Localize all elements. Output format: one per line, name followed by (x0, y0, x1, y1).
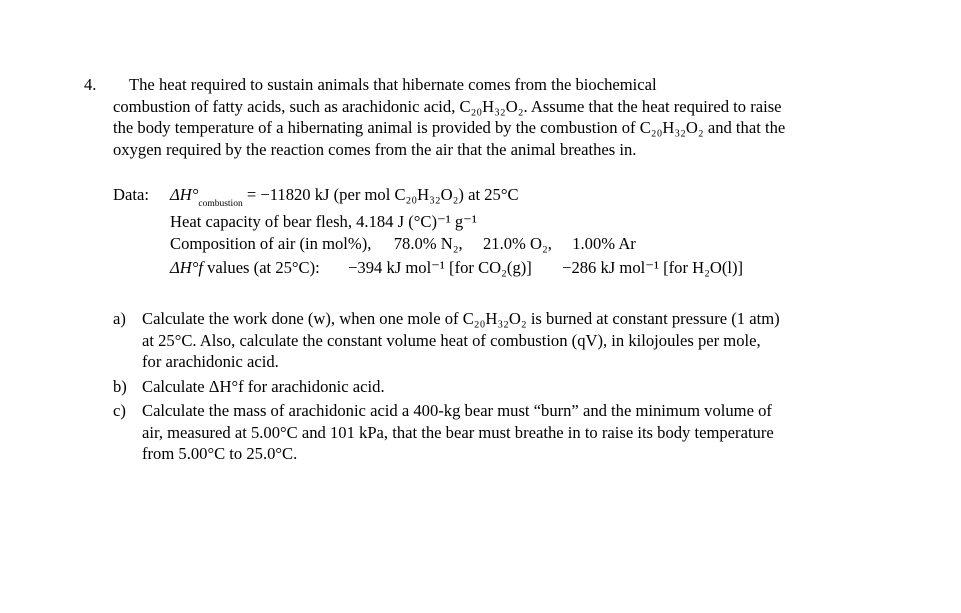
intro-line-3: the body temperature of a hibernating animal is provided by the combustion of C₂₀H₃₂O₂ and that the (113, 118, 786, 137)
combustion-enthalpy-row (170, 184, 519, 210)
part-b-line-1: Calculate ΔH°f for arachidonic acid. (142, 376, 385, 396)
air-n2: 78.0% N₂, (393, 234, 463, 253)
air-o2: 21.0% O₂, (482, 234, 552, 253)
part-c-label: c) (113, 401, 126, 420)
part-c-line-1: Calculate the mass of arachidonic acid a 400-kg bear must “burn” and the minimum volume of (142, 401, 772, 420)
part-b-label: b) (113, 376, 127, 396)
part-b (113, 376, 903, 398)
part-c-line-3: from 5.00°C to 25.0°C. (142, 444, 298, 463)
hf-co2: −394 kJ mol⁻¹ [for CO₂(g)] (348, 258, 532, 277)
part-a-line-2: at 25°C. Also, calculate the constant volume heat of combustion (qV), in kilojoules per mole, (142, 330, 761, 350)
air-composition-label: Composition of air (in mol%), (170, 234, 372, 253)
heat-capacity-row: Heat capacity of bear flesh, 4.184 J (°C)⁻¹ g⁻¹ (170, 212, 477, 231)
air-ar: 1.00% Ar (572, 234, 636, 253)
air-composition-row (170, 233, 636, 255)
part-a-label: a) (113, 309, 126, 328)
delta-hf-symbol: ΔH°f (170, 258, 203, 277)
hf-h2o: −286 kJ mol⁻¹ [for H₂O(l)] (562, 258, 744, 277)
part-a (113, 308, 903, 373)
part-a-line-1: Calculate the work done (w), when one mole of C₂₀H₃₂O₂ is burned at constant pressure (1 atm) (142, 309, 780, 328)
question-number: 4. (84, 75, 97, 94)
question-parts (113, 308, 903, 468)
combustion-value: = −11820 kJ (per mol C₂₀H₃₂O₂) at 25°C (246, 185, 519, 204)
intro-line-4: oxygen required by the reaction comes from the air that the animal breathes in. (113, 139, 637, 159)
part-a-line-3: for arachidonic acid. (142, 352, 279, 371)
combustion-subscript: combustion (198, 199, 243, 209)
formation-enthalpy-row (170, 257, 743, 279)
part-c (113, 400, 903, 465)
data-label: Data: (113, 185, 149, 204)
question-intro (113, 74, 903, 160)
intro-line-1: The heat required to sustain animals that hibernate comes from the biochemical (129, 75, 657, 94)
intro-line-2: combustion of fatty acids, such as arachidonic acid, C₂₀H₃₂O₂. Assume that the heat required to raise (113, 96, 782, 116)
formation-label: values (at 25°C): (207, 258, 320, 277)
part-c-line-2: air, measured at 5.00°C and 101 kPa, that the bear must breathe in to raise its body temperature (142, 422, 774, 442)
delta-h-combustion-symbol: ΔH° (170, 185, 199, 204)
